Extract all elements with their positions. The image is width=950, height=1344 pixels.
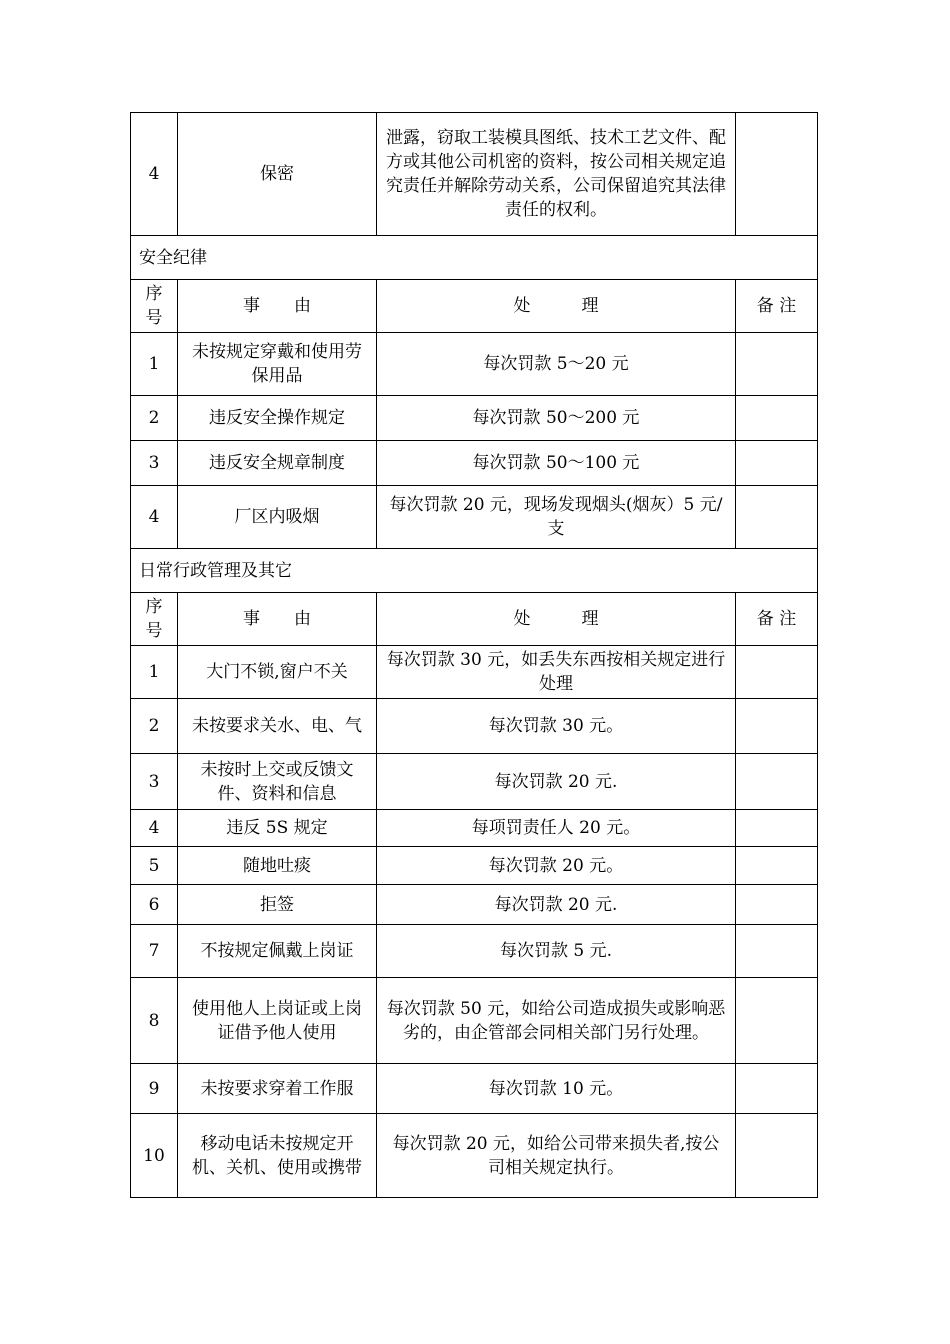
row-matter: 违反安全规章制度 (178, 441, 377, 486)
table-row (131, 1114, 818, 1198)
row-matter: 未按时上交或反馈文件、资料和信息 (178, 754, 377, 810)
row-matter: 保密 (178, 113, 377, 236)
row-number: 2 (131, 396, 178, 441)
table-row (131, 699, 818, 754)
section-title: 日常行政管理及其它 (131, 549, 818, 593)
row-matter: 不按规定佩戴上岗证 (178, 925, 377, 978)
header-matter: 事 由 (178, 280, 377, 333)
row-handling: 每次罚款 30 元。 (377, 699, 736, 754)
row-matter: 使用他人上岗证或上岗证借予他人使用 (178, 978, 377, 1064)
header-number: 序号 (131, 593, 178, 646)
row-remark (736, 646, 818, 699)
row-number: 8 (131, 978, 178, 1064)
row-handling: 每次罚款 5～20 元 (377, 333, 736, 396)
row-matter: 未按要求关水、电、气 (178, 699, 377, 754)
table-row (131, 113, 818, 236)
row-handling: 每次罚款 5 元. (377, 925, 736, 978)
row-remark (736, 847, 818, 885)
table-row (131, 333, 818, 396)
row-number: 1 (131, 333, 178, 396)
row-handling: 每次罚款 20 元. (377, 754, 736, 810)
row-handling: 每次罚款 20 元。 (377, 847, 736, 885)
header-remark: 备 注 (736, 593, 818, 646)
row-remark (736, 754, 818, 810)
row-matter: 随地吐痰 (178, 847, 377, 885)
section-header-row (131, 236, 818, 280)
row-number: 4 (131, 810, 178, 847)
row-remark (736, 978, 818, 1064)
header-handling: 处 理 (377, 280, 736, 333)
row-remark (736, 1114, 818, 1198)
penalty-table (130, 112, 818, 1198)
row-number: 7 (131, 925, 178, 978)
table-row (131, 925, 818, 978)
table-row (131, 1064, 818, 1114)
row-number: 2 (131, 699, 178, 754)
row-handling: 泄露，窃取工装模具图纸、技术工艺文件、配方或其他公司机密的资料，按公司相关规定追究责任并解除劳动关系，公司保留追究其法律责任的权利。 (377, 113, 736, 236)
column-header-row (131, 593, 818, 646)
row-matter: 大门不锁,窗户不关 (178, 646, 377, 699)
table-row (131, 441, 818, 486)
header-remark: 备 注 (736, 280, 818, 333)
row-number: 9 (131, 1064, 178, 1114)
row-handling: 每次罚款 30 元，如丢失东西按相关规定进行处理 (377, 646, 736, 699)
row-remark (736, 1064, 818, 1114)
table-row (131, 646, 818, 699)
row-number: 10 (131, 1114, 178, 1198)
row-remark (736, 810, 818, 847)
row-handling: 每次罚款 10 元。 (377, 1064, 736, 1114)
table-row (131, 978, 818, 1064)
row-handling: 每项罚责任人 20 元。 (377, 810, 736, 847)
row-remark (736, 885, 818, 925)
row-handling: 每次罚款 50～100 元 (377, 441, 736, 486)
row-matter: 违反安全操作规定 (178, 396, 377, 441)
row-number: 6 (131, 885, 178, 925)
row-handling: 每次罚款 50 元，如给公司造成损失或影响恶劣的，由企管部会同相关部门另行处理。 (377, 978, 736, 1064)
row-remark (736, 925, 818, 978)
column-header-row (131, 280, 818, 333)
row-number: 4 (131, 113, 178, 236)
table-row (131, 396, 818, 441)
table-row (131, 885, 818, 925)
row-number: 4 (131, 486, 178, 549)
table-row (131, 810, 818, 847)
row-number: 1 (131, 646, 178, 699)
row-remark (736, 486, 818, 549)
row-handling: 每次罚款 50～200 元 (377, 396, 736, 441)
header-handling: 处 理 (377, 593, 736, 646)
row-remark (736, 396, 818, 441)
row-remark (736, 699, 818, 754)
row-handling: 每次罚款 20 元，如给公司带来损失者,按公司相关规定执行。 (377, 1114, 736, 1198)
row-remark (736, 333, 818, 396)
row-matter: 未按规定穿戴和使用劳保用品 (178, 333, 377, 396)
table-row (131, 754, 818, 810)
table-row (131, 847, 818, 885)
header-matter: 事 由 (178, 593, 377, 646)
row-matter: 移动电话未按规定开机、关机、使用或携带 (178, 1114, 377, 1198)
header-number: 序号 (131, 280, 178, 333)
row-number: 3 (131, 441, 178, 486)
row-number: 5 (131, 847, 178, 885)
table-row (131, 486, 818, 549)
row-remark (736, 113, 818, 236)
row-matter: 违反 5S 规定 (178, 810, 377, 847)
section-title: 安全纪律 (131, 236, 818, 280)
row-handling: 每次罚款 20 元. (377, 885, 736, 925)
row-matter: 未按要求穿着工作服 (178, 1064, 377, 1114)
section-header-row (131, 549, 818, 593)
row-matter: 拒签 (178, 885, 377, 925)
row-matter: 厂区内吸烟 (178, 486, 377, 549)
row-remark (736, 441, 818, 486)
row-handling: 每次罚款 20 元，现场发现烟头(烟灰）5 元/支 (377, 486, 736, 549)
row-number: 3 (131, 754, 178, 810)
